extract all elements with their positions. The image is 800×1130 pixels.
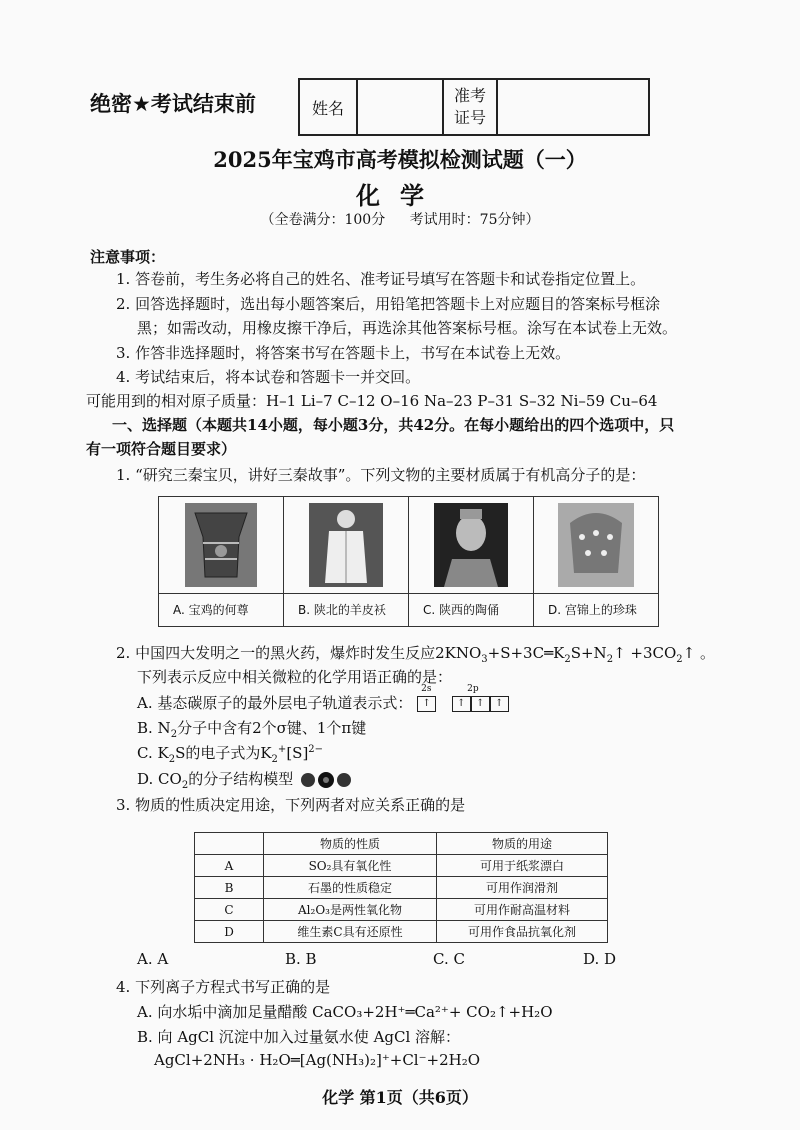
- orbital-box: ↑: [452, 696, 471, 712]
- question-2-option-d: D. $CO_2$的分子结构模型: [137, 768, 354, 791]
- notice-item: 1. 答卷前，考生务必将自己的姓名、准考证号填写在答题卡和试卷指定位置上。: [116, 270, 646, 288]
- question-3-stem: 3. 物质的性质决定用途，下列两者对应关系正确的是: [116, 796, 466, 814]
- question-4-option-a: A. 向水垢中滴加足量醋酸 CaCO₃+2H⁺═Ca²⁺+ CO₂↑+H₂O: [137, 1003, 553, 1021]
- section-heading: 一、选择题（本题共14小题，每小题3分，共42分。在每小题给出的四个选项中，只: [112, 416, 675, 434]
- notice-item: 黑；如需改动，用橡皮擦干净后，再选涂其他答案标号框。涂写在本试卷上无效。: [137, 319, 678, 337]
- option-d-caption: D. 宫锦上的珍珠: [534, 593, 658, 626]
- option-a-cell: [159, 497, 284, 627]
- pearl-brocade-image: [534, 497, 658, 593]
- notice-item: 2. 回答选择题时，选出每小题答案后，用铅笔把答题卡上对应题目的答案标号框涂: [116, 295, 661, 313]
- table-row: D 维生素C具有还原性 可用作食品抗氧化剂: [195, 921, 608, 943]
- question-1-stem: 1. “研究三秦宝贝，讲好三秦故事”。下列文物的主要材质属于有机高分子的是：: [116, 466, 646, 484]
- co2-model-icon: [298, 771, 354, 789]
- name-field: [357, 79, 443, 135]
- score-info: （全卷满分：100分: [260, 212, 386, 228]
- question-2-stem: 2. 中国四大发明之一的黑火药，爆炸时发生反应$2KNO_3+S+3C═K_2S+N_2↑$ $+3CO_2↑$ 。: [116, 644, 716, 665]
- q3-answer-d: D. D: [583, 950, 617, 968]
- page-footer: 化学 第1页（共6页）: [322, 1088, 478, 1107]
- terracotta-warrior-image: [409, 497, 533, 593]
- question-2-option-a: A. 基态碳原子的最外层电子轨道表示式： 2s 2p ↑ ↑ ↑ ↑: [137, 692, 509, 713]
- table-row: C Al₂O₃是两性氧化物 可用作耐高温材料: [195, 899, 608, 921]
- question-4-option-b-equation: AgCl+2NH₃ · H₂O═[Ag(NH₃)₂]⁺+Cl⁻+2H₂O: [154, 1051, 481, 1069]
- notice-item: 3. 作答非选择题时，将答案书写在答题卡上，书写在本试卷上无效。: [116, 344, 571, 362]
- question-2-option-c: C. $K_2S$的电子式为$K_2^+[S]^{2-}$: [137, 744, 324, 765]
- subject-title: 化学: [356, 181, 444, 210]
- question-2-line2: 下列表示反应中相关微粒的化学用语正确的是：: [137, 668, 453, 686]
- exam-id-label: 准考 证号: [443, 79, 497, 135]
- option-d-cell: [534, 497, 659, 627]
- option-a-caption: A. 宝鸡的何尊: [159, 593, 283, 626]
- option-c-cell: [409, 497, 534, 627]
- orbital-box: ↑: [490, 696, 509, 712]
- confidential-label: 绝密★考试结束前: [90, 92, 256, 116]
- table-row: A SO₂具有氧化性 可用于纸浆漂白: [195, 855, 608, 877]
- section-heading-cont: 有一项符合题目要求）: [86, 440, 237, 458]
- artifact-image-table: [158, 496, 659, 627]
- option-b-caption: B. 陕北的羊皮袄: [284, 593, 408, 626]
- notice-item: 4. 考试结束后，将本试卷和答题卡一并交回。: [116, 368, 421, 386]
- option-c-caption: C. 陕西的陶俑: [409, 593, 533, 626]
- exam-id-field: [497, 79, 649, 135]
- option-b-cell: [284, 497, 409, 627]
- sheepskin-coat-image: [284, 497, 408, 593]
- table-row: B 石墨的性质稳定 可用作润滑剂: [195, 877, 608, 899]
- question-2-option-b: B. $N_2$分子中含有2个σ键、1个π键: [137, 719, 367, 740]
- exam-title: 2025年宝鸡市高考模拟检测试题（一）: [213, 147, 587, 172]
- q3-answer-a: A. A: [137, 950, 169, 968]
- bronze-vessel-image: [159, 497, 283, 593]
- name-label: 姓名: [299, 79, 357, 135]
- property-use-table: 物质的性质 物质的用途 A SO₂具有氧化性 可用于纸浆漂白 B 石墨的性质稳定 可用作润滑剂 C Al₂O₃是两性氧化物 可用作耐高温材料 D 维生素C具有还原性 可用作食品抗氧化剂: [194, 832, 608, 943]
- orbital-box: ↑: [417, 696, 436, 712]
- student-info-table: [298, 78, 650, 136]
- atomic-mass-line: 可能用到的相对原子质量：H–1 Li–7 C–12 O–16 Na–23 P–31 S–32 Ni–59 Cu–64: [86, 392, 658, 410]
- question-4-stem: 4. 下列离子方程式书写正确的是: [116, 978, 331, 996]
- exam-info: [0, 209, 800, 229]
- question-4-option-b: B. 向 AgCl 沉淀中加入过量氨水使 AgCl 溶解：: [137, 1028, 461, 1046]
- time-info: 考试用时：75分钟）: [409, 212, 540, 228]
- orbital-box: ↑: [471, 696, 490, 712]
- notice-heading: 注意事项：: [90, 248, 166, 266]
- orbital-diagram: 2s 2p ↑ ↑ ↑ ↑: [417, 694, 509, 712]
- q3-answer-b: B. B: [285, 950, 317, 968]
- q3-answer-c: C. C: [433, 950, 465, 968]
